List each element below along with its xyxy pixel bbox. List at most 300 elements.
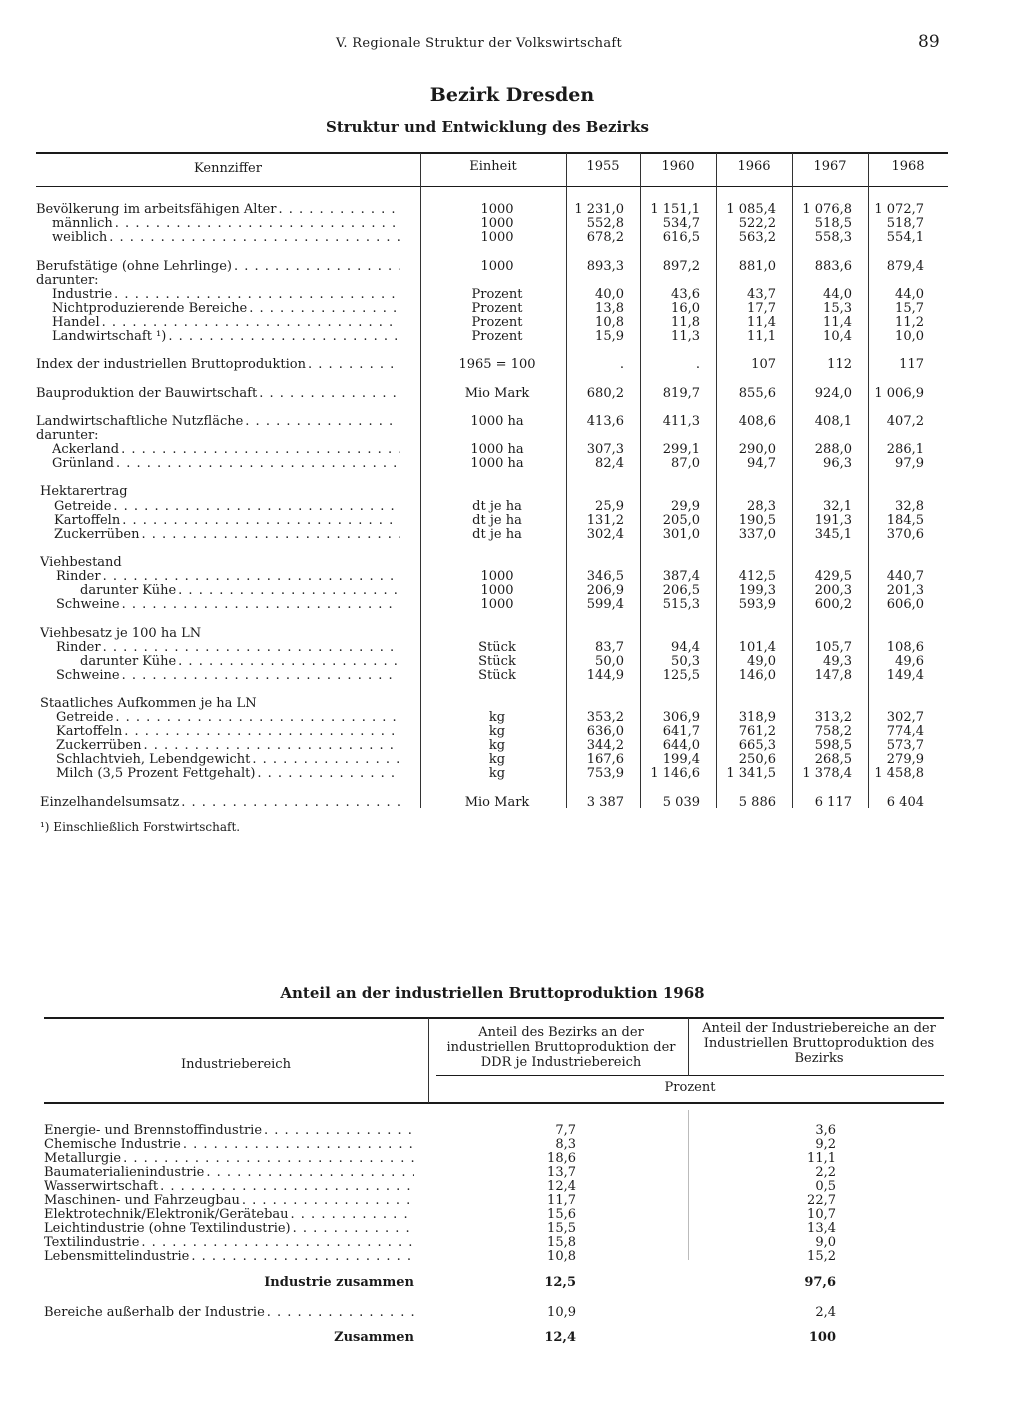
cell-value: 345,1: [814, 527, 852, 542]
row-unit: dt je ha: [472, 499, 522, 514]
cell-value: 5 886: [738, 795, 776, 810]
cell-value: 32,1: [823, 499, 852, 514]
cell-value: .: [695, 357, 700, 372]
cell-value: 49,6: [895, 654, 924, 669]
table2-top-rule: [44, 1017, 944, 1019]
cell-value: 96,3: [823, 456, 852, 471]
row-unit: kg: [488, 738, 506, 753]
cell-value: 15,5: [547, 1221, 576, 1236]
leader-dots: [121, 1152, 414, 1166]
cell-value: 606,0: [886, 597, 924, 612]
cell-value: 11,4: [823, 315, 852, 330]
cell-value: 11,1: [807, 1151, 836, 1166]
cell-value: 44,0: [895, 287, 924, 302]
leader-dots: [291, 1222, 414, 1236]
cell-value: 774,4: [886, 724, 924, 739]
row-label-text: Schlachtvieh, Lebendgewicht: [56, 753, 251, 767]
cell-value: 50,0: [595, 654, 624, 669]
cell-value: 3 387: [586, 795, 624, 810]
cell-value: 855,6: [738, 386, 776, 401]
row-label-text: Milch (3,5 Prozent Fettgehalt): [56, 767, 256, 781]
row-label-text: Einzelhandelsumsatz: [40, 796, 180, 810]
row-label-text: männlich: [52, 217, 113, 231]
cell-value: 279,9: [886, 752, 924, 767]
row-label-text: darunter Kühe: [80, 584, 177, 598]
cell-value: 10,0: [895, 329, 924, 344]
leader-dots: [176, 584, 400, 598]
leader-dots: [114, 457, 400, 471]
cell-value: 101,4: [738, 640, 776, 655]
cell-value: 286,1: [886, 442, 924, 457]
row-label: [52, 288, 400, 302]
row-label-text: Zuckerrüben: [56, 739, 142, 753]
row-label: [44, 1250, 414, 1264]
cell-value: 18,6: [547, 1151, 576, 1166]
row-label: [40, 485, 400, 499]
cell-value: 11,7: [547, 1193, 576, 1208]
cell-value: 28,3: [747, 499, 776, 514]
cell-value: 9,0: [815, 1235, 836, 1250]
cell-value: 82,4: [595, 456, 624, 471]
cell-value: 1 458,8: [874, 766, 924, 781]
cell-value: 25,9: [595, 499, 624, 514]
cell-value: 636,0: [586, 724, 624, 739]
cell-value: .: [619, 357, 624, 372]
cell-value: 552,8: [586, 216, 624, 231]
row-label: [44, 1124, 414, 1138]
header-anteil-bezirk: Anteil des Bezirks an der industriellen Bruttoproduktion der DDR je Industriebereich: [446, 1025, 676, 1070]
cell-value: 299,1: [662, 442, 700, 457]
row-label-text: Ackerland: [52, 443, 120, 457]
cell-value: 518,5: [814, 216, 852, 231]
leader-dots: [120, 598, 400, 612]
leader-dots: [141, 739, 400, 753]
footnote: ¹) Einschließlich Forstwirtschaft.: [40, 820, 241, 834]
row-unit: 1000: [480, 216, 514, 231]
row-label: [44, 1236, 414, 1250]
row-label-text: Kartoffeln: [56, 725, 123, 739]
row-label: [52, 231, 400, 245]
cell-value: 678,2: [586, 230, 624, 245]
cell-value: 881,0: [738, 259, 776, 274]
leader-dots: [240, 1194, 414, 1208]
cell-value: 879,4: [886, 259, 924, 274]
row-label: [52, 217, 400, 231]
cell-value: 16,0: [671, 301, 700, 316]
header-rule: [36, 186, 948, 187]
cell-value: 616,5: [662, 230, 700, 245]
cell-value: 200,3: [814, 583, 852, 598]
cell-value: 206,9: [586, 583, 624, 598]
cell-value: 573,7: [886, 738, 924, 753]
leader-dots: [101, 641, 400, 655]
row-unit: 1000: [480, 259, 514, 274]
row-unit: Stück: [478, 668, 516, 683]
header-year: 1966: [737, 159, 771, 174]
cell-value: 10,8: [547, 1249, 576, 1264]
leader-dots: [289, 1208, 414, 1222]
cell-value: 344,2: [586, 738, 624, 753]
cell-value: 15,2: [807, 1249, 836, 1264]
cell-value: 205,0: [662, 513, 700, 528]
cell-value: 94,4: [671, 640, 700, 655]
row-label: [56, 669, 400, 683]
leader-dots: [176, 655, 400, 669]
row-label-text: weiblich: [52, 231, 108, 245]
leader-dots: [158, 1180, 414, 1194]
row-unit: kg: [488, 724, 506, 739]
row-label: [52, 457, 400, 471]
cell-value: 206,5: [662, 583, 700, 598]
cell-value: 147,8: [814, 668, 852, 683]
cell-value: 13,8: [595, 301, 624, 316]
row-label: [56, 767, 400, 781]
leader-dots: [139, 1236, 414, 1250]
row-label: [52, 302, 400, 316]
header-kennziffer: Kennziffer: [194, 161, 262, 176]
column-divider: [868, 153, 869, 808]
row-label-text: Bevölkerung im arbeitsfähigen Alter: [36, 203, 277, 217]
column-divider: [716, 153, 717, 808]
page-title: Bezirk Dresden: [429, 84, 595, 106]
cell-value: 429,5: [814, 569, 852, 584]
row-label-text: Baumaterialienindustrie: [44, 1166, 205, 1180]
cell-value: 112: [827, 357, 852, 372]
leader-dots: [139, 528, 400, 542]
cell-value: 40,0: [595, 287, 624, 302]
cell-value: 250,6: [738, 752, 776, 767]
row-label: [44, 1152, 414, 1166]
row-unit: 1965 = 100: [458, 357, 536, 372]
table-subtitle: Struktur und Entwicklung des Bezirks: [326, 118, 649, 136]
table2-title: Anteil an der industriellen Bruttoproduktion 1968: [280, 984, 705, 1002]
row-label-text: Lebensmittelindustrie: [44, 1250, 190, 1264]
row-label: [44, 1208, 414, 1222]
leader-dots: [101, 570, 400, 584]
row-unit: 1000 ha: [470, 442, 524, 457]
row-label-text: Hektarertrag: [40, 485, 128, 499]
cell-value: 302,4: [586, 527, 624, 542]
cell-value: 558,3: [814, 230, 852, 245]
row-label: [56, 598, 400, 612]
cell-value: 641,7: [662, 724, 700, 739]
cell-value: 644,0: [662, 738, 700, 753]
row-unit: Mio Mark: [464, 386, 530, 401]
column-divider: [566, 153, 567, 808]
cell-value: 11,2: [895, 315, 924, 330]
cell-value: 554,1: [886, 230, 924, 245]
row-label: [56, 753, 400, 767]
header-year: 1960: [661, 159, 695, 174]
row-unit: dt je ha: [472, 513, 522, 528]
cell-value: 302,7: [886, 710, 924, 725]
cell-value: 32,8: [895, 499, 924, 514]
cell-value: 301,0: [662, 527, 700, 542]
header-anteil-industriebereiche: Anteil der Industriebereiche an der Industriellen Bruttoproduktion des Bezirks: [702, 1021, 936, 1066]
leader-dots: [107, 231, 400, 245]
cell-value: 408,1: [814, 414, 852, 429]
leader-dots: [166, 330, 400, 344]
header-year: 1955: [586, 159, 620, 174]
row-label-text: Nichtproduzierende Bereiche: [52, 302, 248, 316]
row-label: [80, 584, 400, 598]
row-label-text: Index der industriellen Bruttoproduktion: [36, 358, 306, 372]
cell-value: 387,4: [662, 569, 700, 584]
row-label: [36, 274, 400, 288]
row-label-text: Getreide: [56, 711, 114, 725]
leader-dots: [113, 711, 400, 725]
cell-value: 12,5: [544, 1275, 576, 1290]
row-label-text: darunter:: [36, 429, 99, 443]
row-label-text: Textilindustrie: [44, 1236, 140, 1250]
cell-value: 370,6: [886, 527, 924, 542]
cell-value: 117: [899, 357, 924, 372]
cell-value: 49,3: [823, 654, 852, 669]
cell-value: 9,2: [815, 1137, 836, 1152]
cell-value: 87,0: [671, 456, 700, 471]
cell-value: 1 341,5: [726, 766, 776, 781]
row-label: [54, 528, 400, 542]
cell-value: 83,7: [595, 640, 624, 655]
cell-value: 268,5: [814, 752, 852, 767]
cell-value: 1 076,8: [802, 202, 852, 217]
row-label: [56, 725, 400, 739]
cell-value: 290,0: [738, 442, 776, 457]
cell-value: 593,9: [738, 597, 776, 612]
row-label: [56, 570, 400, 584]
cell-value: 15,6: [547, 1207, 576, 1222]
row-label-text: Industrie: [52, 288, 113, 302]
cell-value: 12,4: [547, 1179, 576, 1194]
cell-value: 13,7: [547, 1165, 576, 1180]
cell-value: 44,0: [823, 287, 852, 302]
cell-value: 10,4: [823, 329, 852, 344]
cell-value: 6 117: [814, 795, 852, 810]
row-label-text: Industrie zusammen: [264, 1276, 414, 1290]
cell-value: 411,3: [662, 414, 700, 429]
cell-value: 100: [808, 1330, 836, 1345]
row-label-text: Schweine: [56, 669, 120, 683]
row-label: [44, 1331, 414, 1345]
cell-value: 1 072,7: [874, 202, 924, 217]
header-unit-prozent: Prozent: [664, 1080, 716, 1095]
cell-value: 199,4: [662, 752, 700, 767]
cell-value: 2,2: [815, 1165, 836, 1180]
row-label: [40, 796, 400, 810]
column-divider: [640, 153, 641, 808]
row-label-text: Landwirtschaftliche Nutzfläche: [36, 415, 244, 429]
cell-value: 43,7: [747, 287, 776, 302]
column-divider: [792, 153, 793, 808]
cell-value: 49,0: [747, 654, 776, 669]
cell-value: 11,4: [747, 315, 776, 330]
row-label-text: Rinder: [56, 641, 101, 655]
row-unit: Stück: [478, 654, 516, 669]
leader-dots: [100, 316, 400, 330]
cell-value: 43,6: [671, 287, 700, 302]
row-label: [56, 641, 400, 655]
leader-dots: [204, 1166, 414, 1180]
row-label-text: Elektrotechnik/Elektronik/Gerätebau: [44, 1208, 289, 1222]
cell-value: 15,9: [595, 329, 624, 344]
leader-dots: [181, 1138, 414, 1152]
row-unit: Stück: [478, 640, 516, 655]
column-divider: [428, 1018, 429, 1103]
cell-value: 11,1: [747, 329, 776, 344]
cell-value: 353,2: [586, 710, 624, 725]
column-divider: [688, 1018, 689, 1076]
row-unit: 1000: [480, 583, 514, 598]
leader-dots: [111, 500, 400, 514]
row-label-text: darunter:: [36, 274, 99, 288]
leader-dots: [306, 358, 400, 372]
cell-value: 883,6: [814, 259, 852, 274]
row-label: [44, 1306, 414, 1320]
cell-value: 2,4: [815, 1305, 836, 1320]
leader-dots: [257, 387, 400, 401]
cell-value: 1 085,4: [726, 202, 776, 217]
cell-value: 10,7: [807, 1207, 836, 1222]
cell-value: 191,3: [814, 513, 852, 528]
cell-value: 11,3: [671, 329, 700, 344]
leader-dots: [113, 217, 400, 231]
cell-value: 306,9: [662, 710, 700, 725]
cell-value: 518,7: [886, 216, 924, 231]
row-label: [54, 514, 400, 528]
row-label-text: Getreide: [54, 500, 112, 514]
header-year: 1967: [813, 159, 847, 174]
row-unit: kg: [488, 752, 506, 767]
row-unit: Prozent: [471, 329, 523, 344]
row-unit: 1000: [480, 202, 514, 217]
cell-value: 412,5: [738, 569, 776, 584]
cell-value: 125,5: [662, 668, 700, 683]
row-label: [36, 203, 400, 217]
row-unit: Prozent: [471, 315, 523, 330]
row-unit: 1000: [480, 569, 514, 584]
cell-value: 318,9: [738, 710, 776, 725]
leader-dots: [179, 796, 400, 810]
row-label-text: Bereiche außerhalb der Industrie: [44, 1306, 265, 1320]
leader-dots: [255, 767, 400, 781]
cell-value: 15,3: [823, 301, 852, 316]
leader-dots: [112, 288, 400, 302]
leader-dots: [262, 1124, 414, 1138]
row-unit: dt je ha: [472, 527, 522, 542]
row-label: [40, 556, 400, 570]
leader-dots: [120, 514, 400, 528]
row-label: [40, 697, 400, 711]
cell-value: 0,5: [815, 1179, 836, 1194]
row-label: [36, 260, 400, 274]
cell-value: 17,7: [747, 301, 776, 316]
row-label-text: Chemische Industrie: [44, 1138, 181, 1152]
leader-dots: [120, 669, 400, 683]
row-label-text: Maschinen- und Fahrzeugbau: [44, 1194, 240, 1208]
cell-value: 288,0: [814, 442, 852, 457]
row-label: [44, 1138, 414, 1152]
cell-value: 11,8: [671, 315, 700, 330]
leader-dots: [243, 415, 400, 429]
row-unit: Mio Mark: [464, 795, 530, 810]
cell-value: 665,3: [738, 738, 776, 753]
header-einheit: Einheit: [469, 159, 517, 174]
row-unit: Prozent: [471, 301, 523, 316]
row-label-text: Schweine: [56, 598, 120, 612]
cell-value: 598,5: [814, 738, 852, 753]
cell-value: 893,3: [586, 259, 624, 274]
cell-value: 758,2: [814, 724, 852, 739]
cell-value: 167,6: [586, 752, 624, 767]
cell-value: 563,2: [738, 230, 776, 245]
row-label-text: Handel: [52, 316, 100, 330]
cell-value: 29,9: [671, 499, 700, 514]
leader-dots: [119, 443, 400, 457]
cell-value: 94,7: [747, 456, 776, 471]
cell-value: 337,0: [738, 527, 776, 542]
row-label: [44, 1180, 414, 1194]
cell-value: 107: [751, 357, 776, 372]
leader-dots: [122, 725, 400, 739]
table-top-rule: [36, 152, 948, 154]
cell-value: 1 146,6: [650, 766, 700, 781]
leader-dots: [277, 203, 401, 217]
row-label: [44, 1276, 414, 1290]
row-label-text: Zusammen: [334, 1331, 414, 1345]
row-label: [36, 358, 400, 372]
row-label: [44, 1222, 414, 1236]
cell-value: 10,8: [595, 315, 624, 330]
cell-value: 3,6: [815, 1123, 836, 1138]
cell-value: 408,6: [738, 414, 776, 429]
row-unit: kg: [488, 766, 506, 781]
leader-dots: [247, 302, 400, 316]
running-head: V. Regionale Struktur der Volkswirtschaft: [336, 36, 623, 51]
row-label-text: Leichtindustrie (ohne Textilindustrie): [44, 1222, 291, 1236]
row-label-text: Kartoffeln: [54, 514, 121, 528]
cell-value: 190,5: [738, 513, 776, 528]
cell-value: 346,5: [586, 569, 624, 584]
row-label: [54, 500, 400, 514]
cell-value: 97,9: [895, 456, 924, 471]
row-label: [36, 415, 400, 429]
row-label: [56, 711, 400, 725]
cell-value: 105,7: [814, 640, 852, 655]
row-unit: 1000 ha: [470, 414, 524, 429]
row-label: [52, 443, 400, 457]
row-label: [44, 1194, 414, 1208]
column-divider: [420, 153, 421, 808]
cell-value: 522,2: [738, 216, 776, 231]
header-rule: [436, 1075, 944, 1076]
row-label-text: Metallurgie: [44, 1152, 122, 1166]
cell-value: 1 006,9: [874, 386, 924, 401]
header-industriebereich: Industriebereich: [181, 1057, 291, 1072]
cell-value: 515,3: [662, 597, 700, 612]
cell-value: 184,5: [886, 513, 924, 528]
cell-value: 15,8: [547, 1235, 576, 1250]
header-year: 1968: [891, 159, 925, 174]
cell-value: 534,7: [662, 216, 700, 231]
cell-value: 149,4: [886, 668, 924, 683]
cell-value: 407,2: [886, 414, 924, 429]
cell-value: 897,2: [662, 259, 700, 274]
cell-value: 97,6: [804, 1275, 836, 1290]
row-label-text: Energie- und Brennstoffindustrie: [44, 1124, 263, 1138]
cell-value: 7,7: [555, 1123, 576, 1138]
row-label-text: Viehbestand: [40, 556, 122, 570]
cell-value: 15,7: [895, 301, 924, 316]
